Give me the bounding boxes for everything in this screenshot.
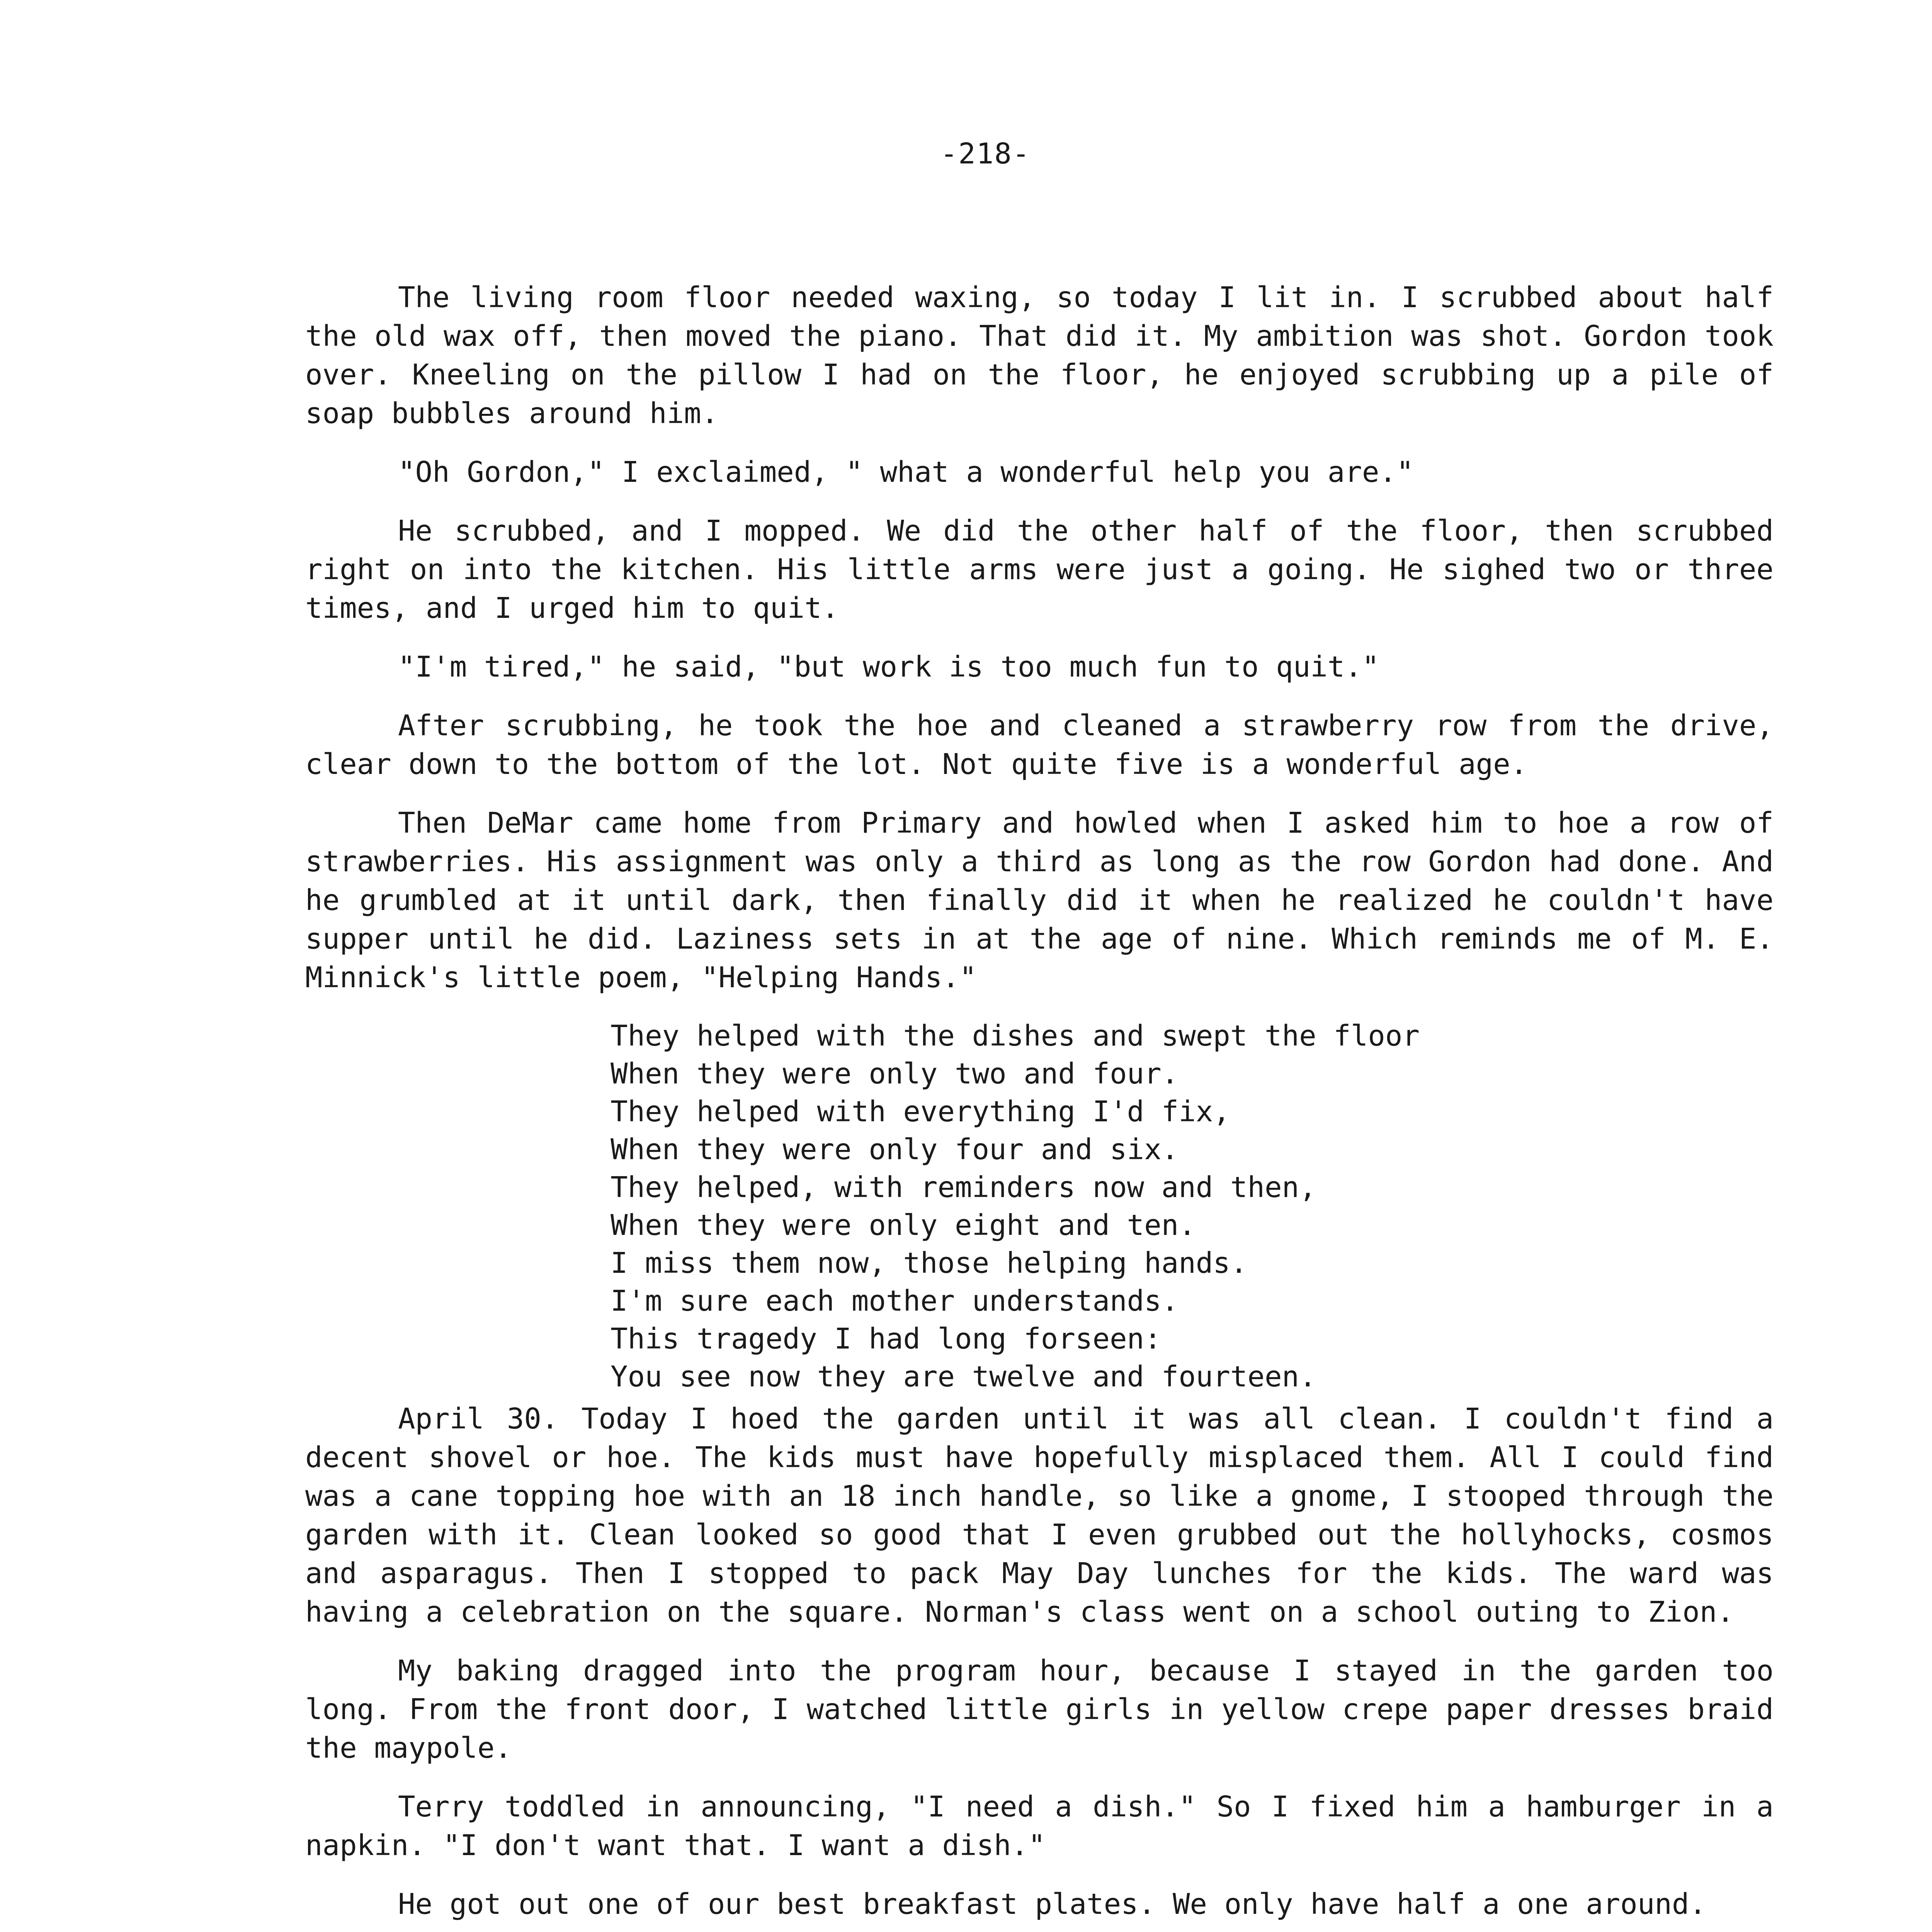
paragraph-april-30: April 30. Today I hoed the garden until it was all clean. I couldn't find a decent shovel or hoe. The kids must have hopefully misplaced them. All I could find was a cane topping hoe with an 18 inch handle, so like a gnome, I stooped through the garden with it. Clean looked so good that I even grubbed out the hollyhocks, cosmos and asparagus. Then I stopped to pack May Day lunches for the kids. The ward was having a celebration on the square. Norman's class went on a school outing to Zion. <box>305 1402 1774 1629</box>
paragraph-waxing-floor: The living room floor needed waxing, so today I lit in. I scrubbed about half the old wax off, then moved the piano. That did it. My ambition was shot. Gordon took over. Kneeling on the pillow I had on the floor, he enjoyed scrubbing up a pile of soap bubbles around him. <box>305 281 1774 430</box>
page-number: -218- <box>940 137 1031 170</box>
poem-line: I'm sure each mother understands. <box>611 1284 1179 1318</box>
paragraph-oh-gordon: "Oh Gordon," I exclaimed, " what a wonderful help you are." <box>398 456 1414 489</box>
body-text <box>305 278 1774 1932</box>
poem-line: They helped, with reminders now and then, <box>611 1171 1316 1204</box>
poem-line: They helped with everything I'd fix, <box>611 1095 1230 1128</box>
poem-line: They helped with the dishes and swept the floor <box>611 1019 1420 1053</box>
poem-line: When they were only four and six. <box>611 1133 1179 1166</box>
paragraph-scrubbed-mopped: He scrubbed, and I mopped. We did the other half of the floor, then scrubbed right on into the kitchen. His little arms were just a going. He sighed two or three times, and I urged him to quit. <box>305 514 1774 625</box>
poem-line: I miss them now, those helping hands. <box>611 1247 1248 1280</box>
poem-line: When they were only eight and ten. <box>611 1209 1196 1242</box>
paragraph-terry-dish: Terry toddled in announcing, "I need a dish." So I fixed him a hamburger in a napkin. "I don't want that. I want a dish." <box>305 1790 1774 1862</box>
paragraph-strawberry-row: After scrubbing, he took the hoe and cleaned a strawberry row from the drive, clear down to the bottom of the lot. Not quite five is a wonderful age. <box>305 709 1774 781</box>
paragraph-im-tired: "I'm tired," he said, "but work is too much fun to quit." <box>398 650 1379 684</box>
paragraph-demar: Then DeMar came home from Primary and howled when I asked him to hoe a row of strawberries. His assignment was only a third as long as the row Gordon had done. And he grumbled at it until dark, then finally did it when he realized he couldn't have supper until he did. Laziness sets in at the age of nine. Which reminds me of M. E. Minnick's little poem, "Helping Hands." <box>305 806 1774 994</box>
poem-line: When they were only two and four. <box>611 1057 1179 1090</box>
poem-line: This tragedy I had long forseen: <box>611 1322 1162 1355</box>
poem-line: You see now they are twelve and fourteen. <box>611 1360 1316 1393</box>
paragraph-breakfast-plates: He got out one of our best breakfast plates. We only have half a one around. <box>398 1888 1706 1921</box>
poem-helping-hands <box>611 1017 1774 1396</box>
paragraph-maypole: My baking dragged into the program hour, because I stayed in the garden too long. From the front door, I watched little girls in yellow crepe paper dresses braid the maypole. <box>305 1654 1774 1765</box>
